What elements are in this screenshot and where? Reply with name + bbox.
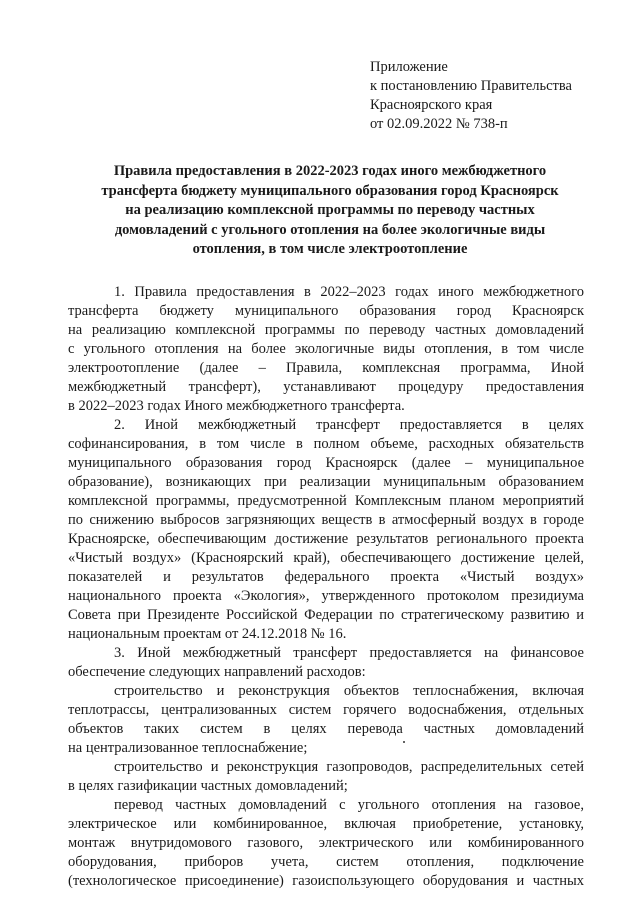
text-line: образование), возникающих при реализации муниципальным образованием xyxy=(68,474,584,490)
text-line: трансферта бюджету муниципального образования город Красноярск xyxy=(68,303,584,319)
text-line: 3. Иной межбюджетный трансферт предоставляется на финансовое xyxy=(114,645,584,661)
text-line: с угольного отопления на более экологичные виды отопления, в том числе xyxy=(68,341,584,357)
text-line: в 2022–2023 годах Иного межбюджетного трансферта. xyxy=(68,398,405,414)
paragraph-5 xyxy=(68,758,584,796)
text-line: перевод частных домовладений с угольного отопления на газовое, xyxy=(114,797,584,813)
title-line: на реализацию комплексной программы по переводу частных xyxy=(125,202,535,218)
text-line: на реализацию комплексной программы по переводу частных домовладений xyxy=(68,322,584,338)
paragraph-2 xyxy=(68,416,584,644)
text-line: электрическое или комбинированное, включая приобретение, установку, xyxy=(68,816,584,832)
text-line: 2. Иной межбюджетный трансферт предоставляется в целях xyxy=(114,417,584,433)
text-line: монтаж внутридомового газового, электрического или комбинированного xyxy=(68,835,584,851)
document-title xyxy=(60,162,600,260)
text-line: национальным проектам от 24.12.2018 № 16. xyxy=(68,626,347,642)
text-line: (технологическое присоединение) газоиспользующего оборудования и частных xyxy=(68,873,584,889)
text-line: строительство и реконструкция газопроводов, распределительных сетей xyxy=(114,759,584,775)
text-line: софинансирования, в том числе в полном объеме, расходных обязательств xyxy=(68,436,584,452)
text-line: национального проекта «Экология», утвержденного протоколом президиума xyxy=(68,588,584,604)
text-line: на централизованное теплоснабжение; xyxy=(68,740,308,756)
scan-speck xyxy=(403,741,405,743)
text-line: электроотопление (далее – Правила, комплексная программа, Иной xyxy=(68,360,584,376)
text-line: Красноярске, обеспечивающим достижение результатов регионального проекта xyxy=(68,531,584,547)
appendix-label: Приложение xyxy=(370,59,448,75)
title-line: домовладений с угольного отопления на более экологичные виды xyxy=(114,221,546,238)
text-line: показателей и результатов федерального проекта «Чистый воздух» xyxy=(68,569,584,585)
paragraph-4 xyxy=(68,682,584,758)
text-line: теплотрассы, централизованных систем горячего водоснабжения, отдельных xyxy=(68,702,584,718)
text-line: объектов таких систем в целях перевода частных домовладений xyxy=(68,721,584,737)
text-line: по снижению выбросов загрязняющих веществ в атмосферный воздух в городе xyxy=(68,512,584,528)
title-line: Правила предоставления в 2022-2023 годах иного межбюджетного xyxy=(113,163,547,179)
document-body xyxy=(68,283,584,891)
text-line: межбюджетный трансферт), устанавливают процедуру предоставления xyxy=(68,379,584,395)
paragraph-3 xyxy=(68,644,584,682)
title-line: отопления, в том числе электроотопление xyxy=(192,241,468,257)
text-line: в целях газификации частных домовладений; xyxy=(68,778,348,794)
appendix-resolution: к постановлению Правительства xyxy=(370,78,572,94)
text-line: комплексной программы, предусмотренной Комплексным планом мероприятий xyxy=(68,493,584,509)
title-line: трансферта бюджету муниципального образования город Красноярск xyxy=(101,182,559,199)
text-line: Совета при Президенте Российской Федерации по стратегическому развитию и xyxy=(68,607,584,623)
text-line: 1. Правила предоставления в 2022–2023 годах иного межбюджетного xyxy=(114,284,584,300)
appendix-header xyxy=(370,58,620,134)
text-line: «Чистый воздух» (Красноярский край), обеспечивающего достижение целей, xyxy=(68,550,584,566)
appendix-date-number: от 02.09.2022 № 738-п xyxy=(370,116,508,132)
text-line: обеспечение следующих направлений расходов: xyxy=(68,664,366,680)
text-line: муниципального образования город Красноярск (далее – муниципальное xyxy=(68,455,584,471)
text-line: строительство и реконструкция объектов теплоснабжения, включая xyxy=(114,683,584,699)
appendix-region: Красноярского края xyxy=(370,97,493,113)
paragraph-6 xyxy=(68,796,584,891)
text-line: оборудования, приборов учета, систем отопления, подключение xyxy=(68,854,584,870)
paragraph-1 xyxy=(68,283,584,416)
